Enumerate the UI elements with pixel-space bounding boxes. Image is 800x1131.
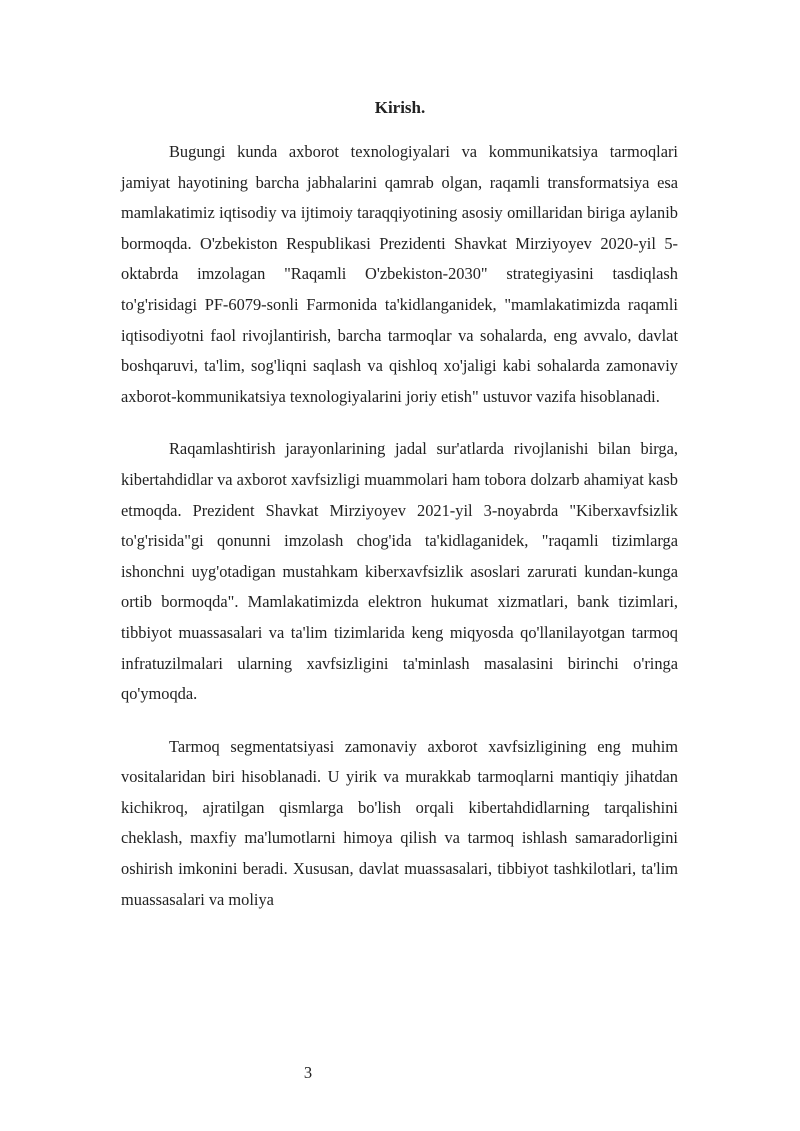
- paragraph-2: Raqamlashtirish jarayonlarining jadal sur'atlarda rivojlanishi bilan birga, kibertahdidlar va axborot xavfsizligi muammolari ham tobora dolzarb ahamiyat kasb etmoqda. Prezident Shavkat Mirziyoyev 2021-yil 3-noyabrda "Kiberxavfsizlik to'g'risida"gi qonunni imzolash chog'ida ta'kidlaganidek, "raqamli tizimlarga ishonchni uyg'otadigan mustahkam kiberxavfsizlik asoslari zarurati kundan-kunga ortib bormoqda". Mamlakatimizda elektron hukumat xizmatlari, bank tizimlari, tibbiyot muassasalari va ta'lim tizimlarida keng miqyosda qo'llanilayotgan tarmoq infratuzilmalari ularning xavfsizligini ta'minlash masalasini birinchi o'ringa qo'ymoqda.: [121, 439, 678, 704]
- section-heading: Kirish.: [374, 98, 426, 117]
- page-number: 3: [303, 1063, 313, 1082]
- paragraph-1: Bugungi kunda axborot texnologiyalari va kommunikatsiya tarmoqlari jamiyat hayotining barcha jabhalarini qamrab olgan, raqamli transformatsiya esa mamlakatimiz iqtisodiy va ijtimoiy taraqqiyotining asosiy omillaridan biriga aylanib bormoqda. O'zbekiston Respublikasi Prezidenti Shavkat Mirziyoyev 2020-yil 5-oktabrda imzolagan "Raqamli O'zbekiston-2030" strategiyasini tasdiqlash to'g'risidagi PF-6079-sonli Farmonida ta'kidlanganidek, "mamlakatimizda raqamli iqtisodiyotni faol rivojlantirish, barcha tarmoqlar va sohalarda, eng avvalo, davlat boshqaruvi, ta'lim, sog'liqni saqlash va qishloq xo'jaligi kabi sohalarda zamonaviy axborot-kommunikatsiya texnologiyalarini joriy etish" ustuvor vazifa hisoblanadi.: [121, 142, 678, 406]
- body-text: [121, 137, 678, 937]
- paragraph-3: Tarmoq segmentatsiyasi zamonaviy axborot xavfsizligining eng muhim vositalaridan biri hisoblanadi. U yirik va murakkab tarmoqlarni mantiqiy jihatdan kichikroq, ajratilgan qismlarga bo'lish orqali kibertahdidlarning tarqalishini cheklash, maxfiy ma'lumotlarni himoya qilish va tarmoq ishlash samaradorligini oshirish imkonini beradi. Xususan, davlat muassasalari, tibbiyot tashkilotlari, ta'lim muassasalari va moliya: [121, 736, 678, 909]
